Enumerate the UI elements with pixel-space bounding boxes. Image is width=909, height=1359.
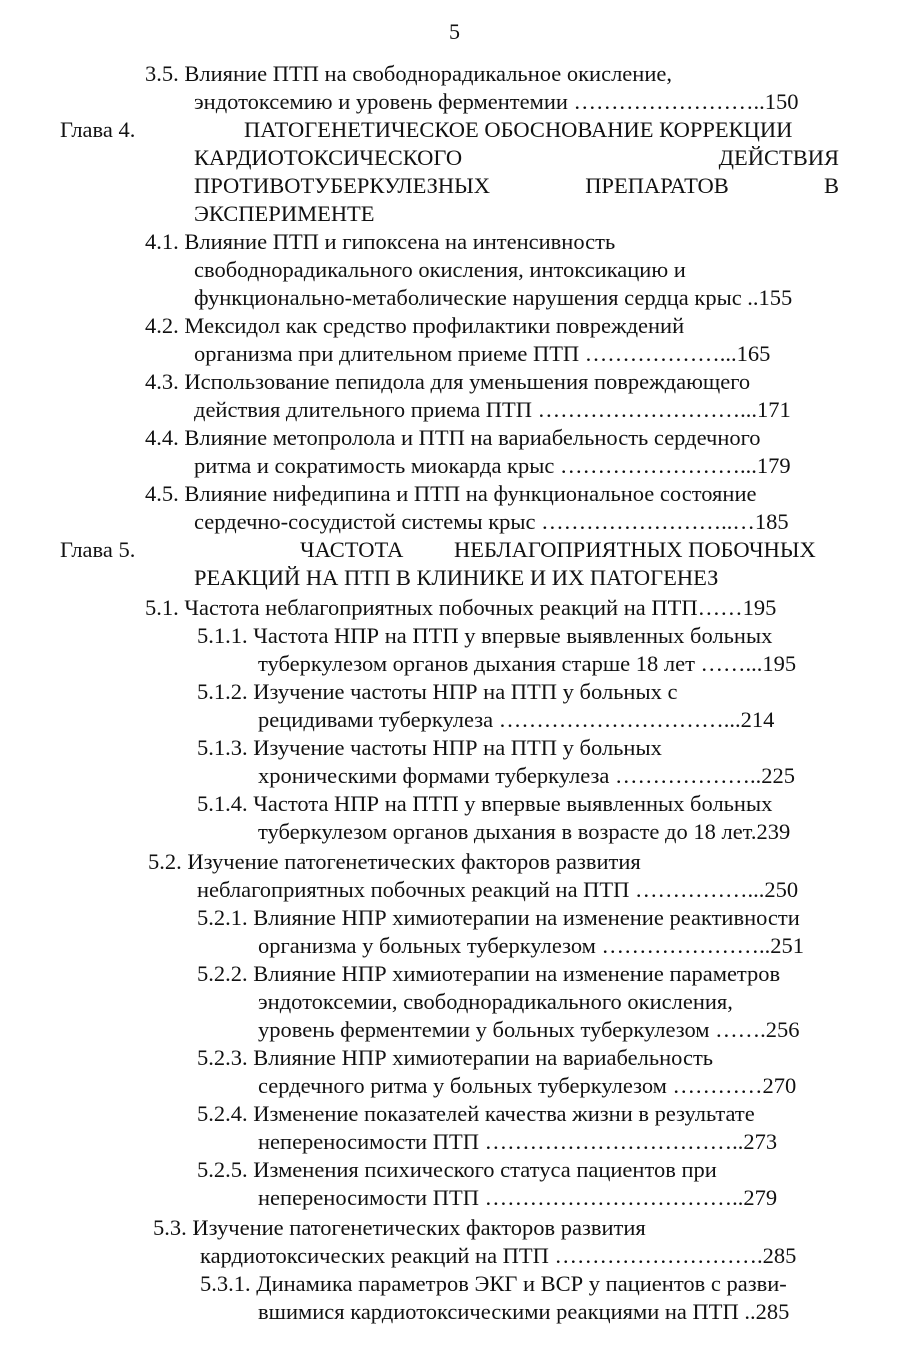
- chapter-4-word: ДЕЙСТВИЯ: [718, 145, 839, 170]
- chapter-5-label: Глава 5.: [60, 537, 136, 562]
- toc-entry-5-1-3: 5.1.3. Изучение частоты НПР на ПТП у больных: [197, 735, 662, 760]
- toc-entry-5-2-1: 5.2.1. Влияние НПР химиотерапии на изменение реактивности: [197, 905, 800, 930]
- toc-entry-5-2-3-cont: сердечного ритма у больных туберкулезом …………270: [258, 1073, 797, 1098]
- toc-entry-5-1-1: 5.1.1. Частота НПР на ПТП у впервые выявленных больных: [197, 623, 773, 648]
- chapter-5-title-word: ЧАСТОТА: [300, 537, 404, 562]
- toc-entry-5-3: 5.3. Изучение патогенетических факторов развития: [153, 1215, 646, 1240]
- toc-entry-4-5: 4.5. Влияние нифедипина и ПТП на функциональное состояние: [145, 481, 757, 506]
- toc-entry-5-1-2-cont: рецидивами туберкулеза …………………………...214: [258, 707, 775, 732]
- chapter-5-title-line-2: РЕАКЦИЙ НА ПТП В КЛИНИКЕ И ИХ ПАТОГЕНЕЗ: [194, 565, 719, 590]
- toc-entry-4-1-cont: свободнорадикального окисления, интоксикацию и: [194, 257, 686, 282]
- toc-entry-5-2-2: 5.2.2. Влияние НПР химиотерапии на изменение параметров: [197, 961, 781, 986]
- toc-entry-4-4: 4.4. Влияние метопролола и ПТП на вариабельность сердечного: [145, 425, 761, 450]
- toc-entry-5-2-5: 5.2.5. Изменения психического статуса пациентов при: [197, 1157, 717, 1182]
- toc-entry-5-2-5-cont: непереносимости ПТП ……………………………..279: [258, 1185, 778, 1210]
- chapter-4-title-line-2: [194, 144, 839, 172]
- toc-entry-5-1-4-cont: туберкулезом органов дыхания в возрасте до 18 лет.239: [258, 819, 791, 844]
- toc-entry-5-1-4: 5.1.4. Частота НПР на ПТП у впервые выявленных больных: [197, 791, 773, 816]
- toc-entry-5-3-cont: кардиотоксических реакций на ПТП ……………………….285: [200, 1243, 797, 1268]
- toc-entry-5-2-4: 5.2.4. Изменение показателей качества жизни в результате: [197, 1101, 755, 1126]
- chapter-4-title: ПАТОГЕНЕТИЧЕСКОЕ ОБОСНОВАНИЕ КОРРЕКЦИИ: [244, 117, 793, 142]
- toc-entry-5-2-1-cont: организма у больных туберкулезом …………………..251: [258, 933, 805, 958]
- toc-entry-3-5-cont: эндотоксемию и уровень ферментемии ……………………..150: [194, 89, 799, 114]
- toc-entry-5-2: 5.2. Изучение патогенетических факторов развития: [148, 849, 641, 874]
- chapter-4-title-line-4: ЭКСПЕРИМЕНТЕ: [194, 201, 375, 226]
- toc-entry-5-2-2-cont: уровень ферментемии у больных туберкулезом …….256: [258, 1017, 800, 1042]
- toc-entry-5-1-2: 5.1.2. Изучение частоты НПР на ПТП у больных с: [197, 679, 678, 704]
- toc-entry-3-5: 3.5. Влияние ПТП на свободнорадикальное окисление,: [145, 61, 672, 86]
- toc-entry-4-5-cont: сердечно-сосудистой системы крыс ……………………..…185: [194, 509, 789, 534]
- toc-entry-4-3: 4.3. Использование пепидола для уменьшения повреждающего: [145, 369, 751, 394]
- toc-entry-4-2: 4.2. Мексидол как средство профилактики повреждений: [145, 313, 685, 338]
- toc-entry-4-4-cont: ритма и сократимость миокарда крыс ……………………...179: [194, 453, 791, 478]
- chapter-4-word: КАРДИОТОКСИЧЕСКОГО: [194, 145, 463, 170]
- toc-entry-4-1: 4.1. Влияние ПТП и гипоксена на интенсивность: [145, 229, 616, 254]
- toc-entry-5-3-1-cont: вшимися кардиотоксическими реакциями на ПТП ..285: [258, 1299, 790, 1324]
- toc-entry-5-3-1: 5.3.1. Динамика параметров ЭКГ и ВСР у пациентов с разви-: [200, 1271, 787, 1296]
- chapter-4-title-line-3: [194, 172, 839, 200]
- chapter-4-word: ПРОТИВОТУБЕРКУЛЕЗНЫХ: [194, 173, 491, 198]
- toc-entry-5-1-3-cont: хроническими формами туберкулеза ………………..225: [258, 763, 796, 788]
- chapter-5-title-word: НЕБЛАГОПРИЯТНЫХ ПОБОЧНЫХ: [454, 537, 816, 562]
- toc-entry-4-1-cont: функционально-метаболические нарушения сердца крыс ..155: [194, 285, 793, 310]
- toc-entry-4-2-cont: организма при длительном приеме ПТП ………………...165: [194, 341, 771, 366]
- page-number: 5: [449, 19, 460, 44]
- toc-entry-5-1: 5.1. Частота неблагоприятных побочных реакций на ПТП……195: [145, 595, 777, 620]
- toc-entry-5-2-2-cont: эндотоксемии, свободнорадикального окисления,: [258, 989, 733, 1014]
- toc-entry-5-2-4-cont: непереносимости ПТП ……………………………..273: [258, 1129, 778, 1154]
- toc-entry-4-3-cont: действия длительного приема ПТП ………………………...171: [194, 397, 791, 422]
- toc-entry-5-2-3: 5.2.3. Влияние НПР химиотерапии на вариабельность: [197, 1045, 714, 1070]
- chapter-4-word: В: [823, 173, 839, 198]
- toc-entry-5-2-cont: неблагоприятных побочных реакций на ПТП ……………...250: [197, 877, 799, 902]
- chapter-4-label: Глава 4.: [60, 117, 136, 142]
- chapter-4-word: ПРЕПАРАТОВ: [585, 173, 729, 198]
- toc-entry-5-1-1-cont: туберкулезом органов дыхания старше 18 лет ……...195: [258, 651, 797, 676]
